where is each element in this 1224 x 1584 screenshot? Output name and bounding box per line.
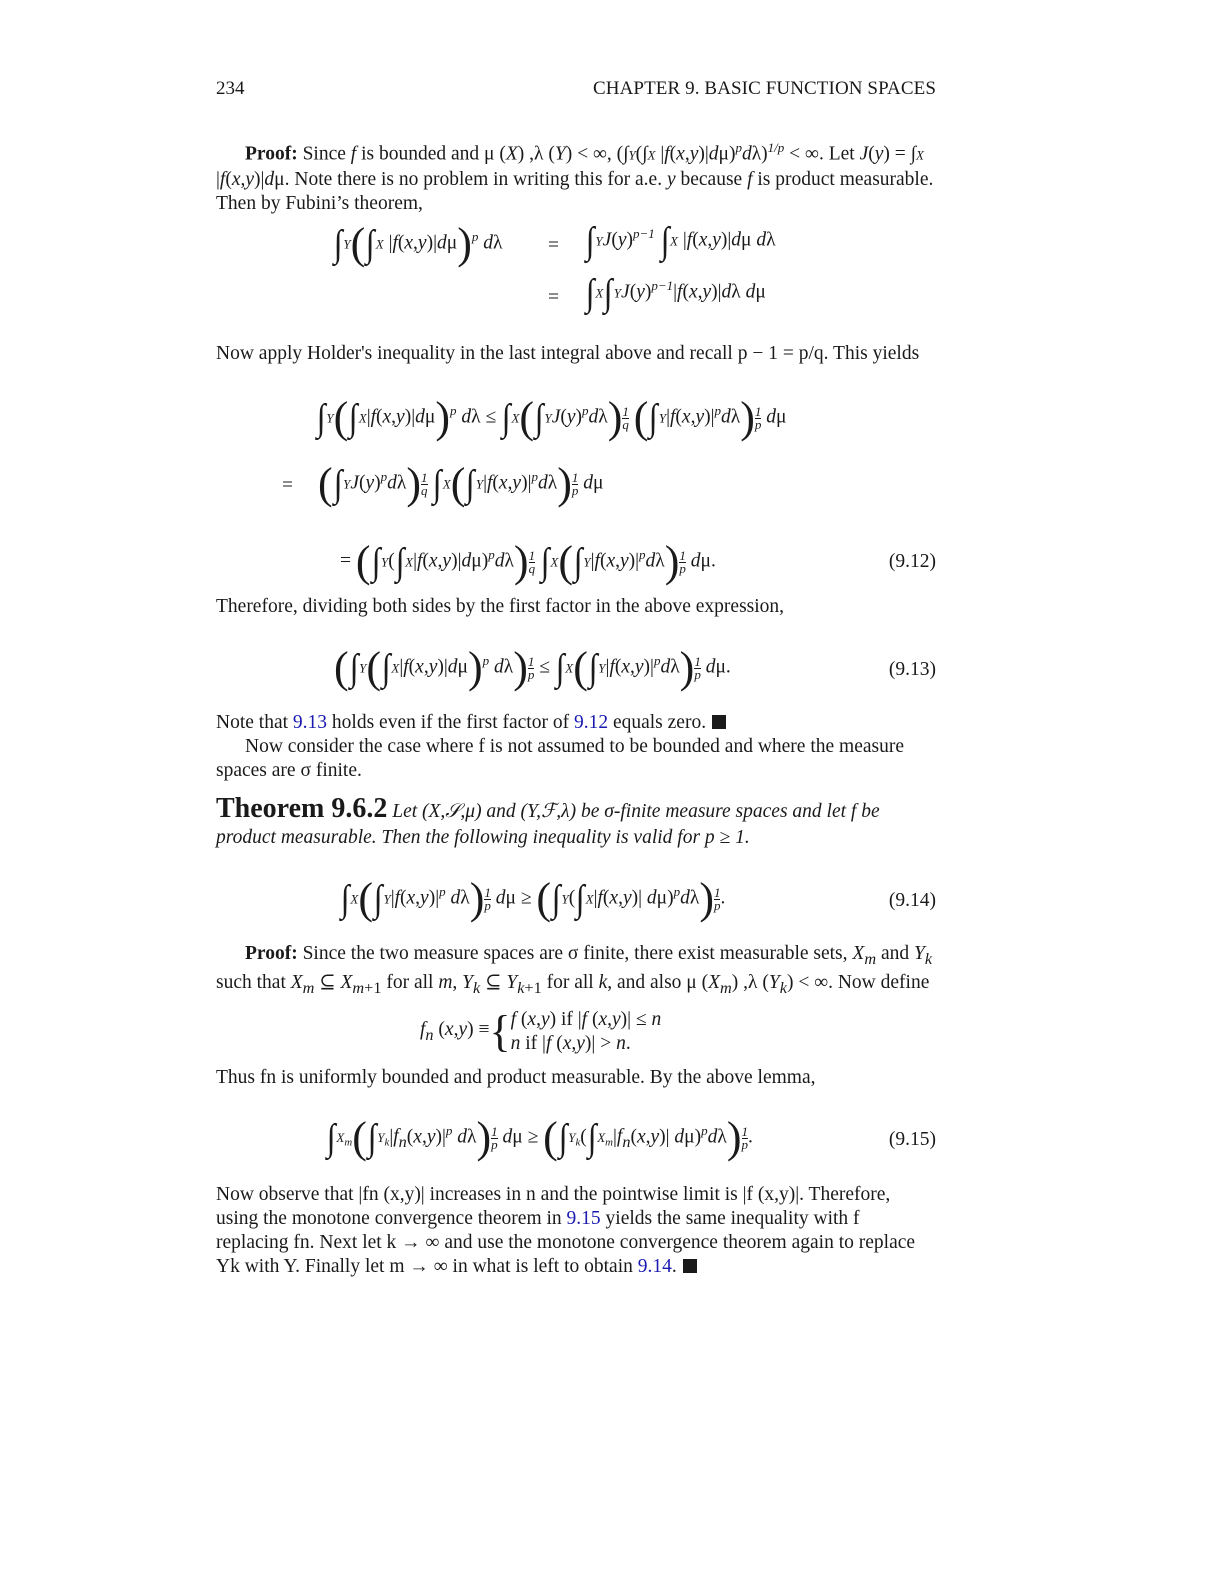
theorem-title: Theorem 9.6.2 <box>216 793 388 824</box>
page-header <box>216 78 936 102</box>
mc-text-a: Now observe that |fn (x,y)| increases in n and the pointwise limit is |f (x,y)|. Therefore, using the monotone convergence theorem in <box>216 1184 891 1229</box>
qed-box-icon <box>712 715 726 729</box>
page-number: 234 <box>216 78 245 99</box>
note-text-c: equals zero. <box>608 712 707 733</box>
equation-9-13: ($\int Y(\int X|f(x,y)|d\mu)^p$ dλ) $\frac{1}{p}$ ≤ $\int X(\int Y|f(x,y)|^pd\lambda)$ $\frac{1}{p}$ dμ. <box>334 643 731 692</box>
equation-number-9-15: (9.15) <box>888 1129 936 1150</box>
holder-equation-line-2: $(\int YJ(y)^pd\lambda)$ $\frac{1}{q}$ $\int X(\int Y|f(x,y)|^pd\lambda)$ $\frac{1}{p}$ dμ <box>318 459 604 508</box>
note-text-a: Note that <box>216 712 293 733</box>
equals-sign: = <box>282 475 293 496</box>
equation-number-9-12: (9.12) <box>888 551 936 572</box>
ref-9-15-link[interactable]: 9.15 <box>566 1208 601 1229</box>
note-paragraph <box>216 711 936 735</box>
ref-9-12-link[interactable]: 9.12 <box>573 712 609 733</box>
equals-sign: = <box>548 235 559 256</box>
note-text-b: holds even if the first factor of <box>327 712 574 733</box>
equation-9-14: $\int X(\int Y|f(x,y)|^p$ dλ) $\frac{1}{p}$ dμ ≥ (∫Y(∫X|f(x,y)| dμ)$^p$dλ) $\frac{1}{p}$ . <box>340 874 726 923</box>
equation-number-9-14: (9.14) <box>888 890 936 911</box>
equation-number-9-13: (9.13) <box>888 659 936 680</box>
equals-sign: = <box>548 287 559 308</box>
sigma-finite-paragraph: Now consider the case where f is not assumed to be bounded and where the measure spaces are σ finite. <box>216 736 904 781</box>
monotone-convergence-paragraph <box>216 1183 936 1279</box>
mc-text-b: yields the same inequality with f replacing fn. Next let k → ∞ and use the monotone convergence theorem again to replace Yk with Y. Finally let m → ∞ in what is left to obtain <box>216 1208 916 1277</box>
holder-equation-line-1: $\int Y(\int X|f(x,y)|d\mu)^p$ $d\lambda \le \int X(\int YJ(y)^pd\lambda)$ $\frac{1}{q}$ $(\int Y|f(x,y)|^pd\lambda)$ $\frac{1}{p}$ dμ <box>316 393 787 442</box>
holder-equation-line-3: = $(\int Y(\int X|f(x,y)|d\mu)^pd\lambda)$ $\frac{1}{q}$ $\int X(\int Y|f(x,y)|^pd\lambda)$ $\frac{1}{p}$ dμ. <box>340 537 716 586</box>
fubini-rhs-2: $\int X\int YJ(y)^{p-1}|f(x,y)|d\lambda$ dμ <box>585 272 766 314</box>
equation-9-15: $\int X_m(\int Y_k|f_n(x,y)|^p$ dλ) $\frac{1}{p}$ $d\mu \ge (\int Y_k(\int X_m|f_n(x,y)|$ dμ)$^p$dλ) $\frac{1}{p}$ . <box>326 1113 753 1162</box>
ref-9-13-link[interactable]: 9.13 <box>292 712 328 733</box>
fubini-equation-line-1: ∫Y(∫X |f(x,y)|dμ)$^p$ dλ <box>333 219 503 268</box>
dividing-paragraph: Therefore, dividing both sides by the first factor in the above expression, <box>216 596 785 617</box>
fn-definition: $f_n$ (x,y) ≡{f (x,y) if |f (x,y)| ≤ n n if |f (x,y)| > n. <box>420 1007 662 1056</box>
holder-paragraph: Now apply Holder's inequality in the last integral above and recall p − 1 = p/q. This yields <box>216 343 920 364</box>
qed-box-icon <box>683 1259 697 1273</box>
theorem-9-6-2 <box>216 793 936 851</box>
proof-label: Proof: <box>245 143 298 165</box>
proof-paragraph-2: Proof: Since the two measure spaces are σ finite, there exist measurable sets, $X_m$ and $Y_k$ such that $X_m$ ⊆ $X_{m+1}$ for all m, $Y_k$ ⊆ $Y_{k+1}$ for all k, and also μ $(X_m)$ ,λ $(Y_k)$ < ∞. Now define <box>216 943 933 997</box>
theorem-statement: Let (X,𝒮,μ) and (Y,ℱ,λ) be σ-finite measure spaces and let f be product measurable. Then the following inequality is valid for p ≥ 1. <box>216 801 880 848</box>
chapter-title: CHAPTER 9. BASIC FUNCTION SPACES <box>593 78 936 99</box>
proof-label: Proof: <box>245 943 298 964</box>
mc-text-c: . <box>671 1256 677 1277</box>
fubini-rhs-1: $\int YJ(y)^{p-1}$ ∫X |f(x,y)|dμ dλ <box>585 220 776 262</box>
ref-9-14-link[interactable]: 9.14 <box>637 1256 672 1277</box>
proof-paragraph-1: Proof: Since f is bounded and μ (X) ,λ (Y) < ∞, (∫Y(∫X |f(x,y)|dμ)$^p$dλ)$^{1/p}$ < ∞. Let J(y) = ∫X |f(x,y)|dμ. Note there is no problem in writing this for a.e. y because f is product measurable. Then by Fubini’s theorem, <box>216 140 934 214</box>
uniformly-bounded-paragraph: Thus fn is uniformly bounded and product measurable. By the above lemma, <box>216 1067 816 1088</box>
